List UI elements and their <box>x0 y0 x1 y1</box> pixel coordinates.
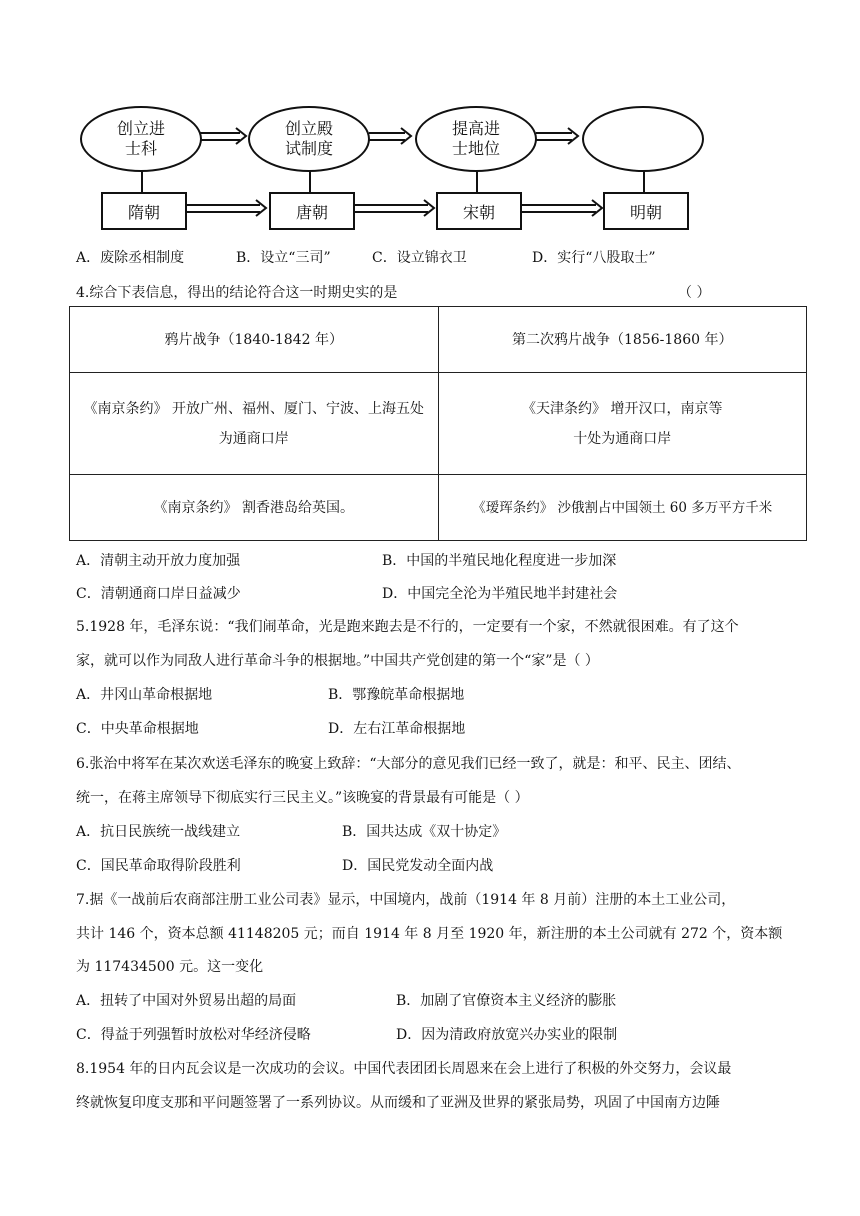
q8-stem-line-2: 终就恢复印度支那和平问题签署了一系列协议。从而缓和了亚洲及世界的紧张局势，巩固了中国南方边陲 <box>76 1095 720 1111</box>
q7-stem-line-2: 共计 146 个，资本总额 41148205 元；而自 1914 年 8 月至 1920 年，新注册的本土公司就有 272 个，资本额 <box>76 926 783 942</box>
q4-stem: 4.综合下表信息，得出的结论符合这一时期史实的是 <box>76 285 398 301</box>
q6-option-a: A．抗日民族统一战线建立 <box>76 824 241 840</box>
q4-option-d: D．中国完全沦为半殖民地半封建社会 <box>382 586 618 602</box>
dynasty-box-song: 宋朝 <box>436 192 522 230</box>
q3-option-d: D．实行“八股取士” <box>532 250 656 266</box>
q8-stem-line-1: 8.1954 年的日内瓦会议是一次成功的会议。中国代表团团长周恩来在会上进行了积极的外交努力，会议最 <box>76 1061 732 1077</box>
q7-option-b: B．加剧了官僚资本主义经济的膨胀 <box>396 993 617 1009</box>
q7-option-a: A．扭转了中国对外贸易出超的局面 <box>76 993 297 1009</box>
table-cell: 《天津条约》 增开汉口，南京等十处为通商口岸 <box>438 373 807 475</box>
q3-option-a: A．废除丞相制度 <box>76 250 185 266</box>
q6-stem-line-1: 6.张治中将军在某次欢送毛泽东的晚宴上致辞：“大部分的意见我们已经一致了，就是：和平、民主、团结、 <box>76 756 741 772</box>
q5-option-d: D．左右江革命根据地 <box>328 721 466 737</box>
q5-option-a: A．井冈山革命根据地 <box>76 687 213 703</box>
q7-stem-line-1: 7.据《一战前后农商部注册工业公司表》显示，中国境内，战前（1914 年 8 月前）注册的本土工业公司， <box>76 892 736 908</box>
q4-option-a: A．清朝主动开放力度加强 <box>76 553 241 569</box>
table-header-cell: 第二次鸦片战争（1856-1860 年） <box>438 307 807 373</box>
q4-option-b: B．中国的半殖民地化程度进一步加深 <box>382 553 617 569</box>
diagram-ellipse-3: 提高进士地位 <box>415 106 537 172</box>
q6-option-d: D．国民党发动全面内战 <box>342 858 494 874</box>
q5-stem-line-1: 5.1928 年，毛泽东说：“我们闹革命，光是跑来跑去是不行的，一定要有一个家，不然就很困难。有了这个 <box>76 619 739 635</box>
q4-option-c: C．清朝通商口岸日益减少 <box>76 586 241 602</box>
q4-answer-bracket: （ ） <box>678 285 711 301</box>
table-cell: 《南京条约》 开放广州、福州、厦门、宁波、上海五处为通商口岸 <box>70 373 439 475</box>
q5-option-c: C．中央革命根据地 <box>76 721 199 737</box>
q7-option-c: C．得益于列强暂时放松对华经济侵略 <box>76 1027 311 1043</box>
q6-stem-line-2: 统一，在蒋主席领导下彻底实行三民主义。”该晚宴的背景最有可能是（ ） <box>76 790 529 806</box>
table-cell: 《瑷珲条约》 沙俄割占中国领土 60 多万平方千米 <box>438 475 807 541</box>
q6-option-c: C．国民革命取得阶段胜利 <box>76 858 241 874</box>
q7-option-d: D．因为清政府放宽兴办实业的限制 <box>396 1027 618 1043</box>
q7-stem-line-3: 为 117434500 元。这一变化 <box>76 959 264 975</box>
q5-stem-line-2: 家，就可以作为同敌人进行革命斗争的根据地。”中国共产党创建的第一个“家”是（ ） <box>76 653 599 669</box>
dynasty-box-sui: 隋朝 <box>101 192 187 230</box>
q6-option-b: B．国共达成《双十协定》 <box>342 824 507 840</box>
dynasty-box-tang: 唐朝 <box>269 192 355 230</box>
diagram-ellipse-1: 创立进士科 <box>80 106 202 172</box>
table-header-cell: 鸦片战争（1840-1842 年） <box>70 307 439 373</box>
q3-option-b: B．设立“三司” <box>236 250 331 266</box>
table-cell: 《南京条约》 割香港岛给英国。 <box>70 475 439 541</box>
q4-table <box>69 306 807 541</box>
diagram-ellipse-4-blank <box>582 106 704 172</box>
q5-option-b: B．鄂豫皖革命根据地 <box>328 687 465 703</box>
diagram-ellipse-2: 创立殿试制度 <box>248 106 370 172</box>
q3-option-c: C．设立锦衣卫 <box>372 250 467 266</box>
dynasty-box-ming: 明朝 <box>603 192 689 230</box>
